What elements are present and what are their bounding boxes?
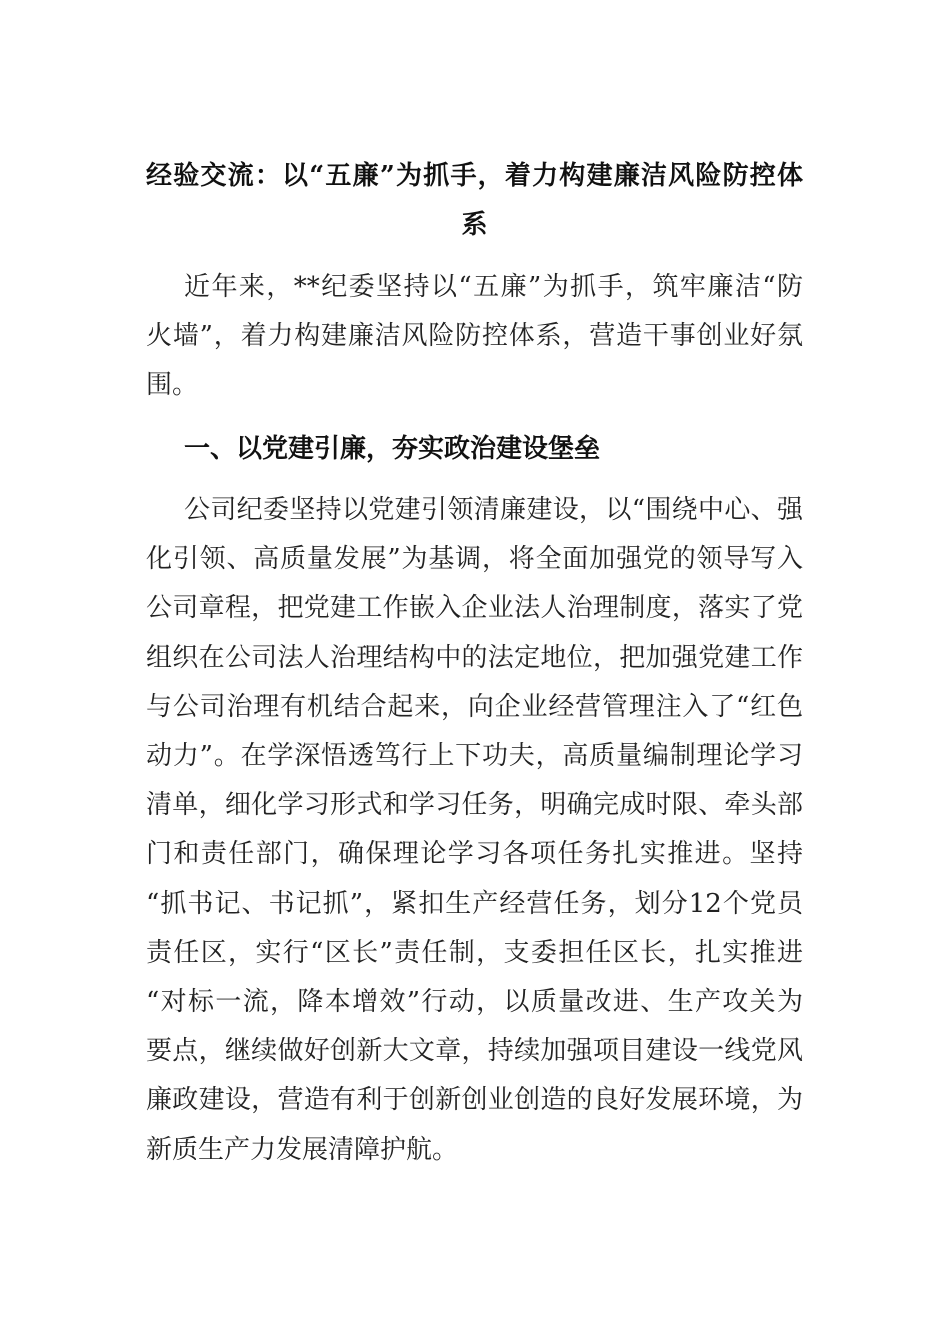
document-title-line-2: 系 bbox=[461, 210, 488, 240]
paragraph-line: 火墙”，着力构建廉洁风险防控体系，营造干事创业好氛 bbox=[146, 321, 803, 351]
paragraph-line: 廉政建设，营造有利于创新创业创造的良好发展环境，为 bbox=[146, 1085, 803, 1116]
paragraph-line: “对标一流，降本增效”行动，以质量改进、生产攻关为 bbox=[146, 987, 803, 1017]
document-title-line-1: 经验交流：以“五廉”为抓手，着力构建廉洁风险防控体 bbox=[146, 161, 803, 191]
paragraph-line: 清单，细化学习形式和学习任务，明确完成时限、牵头部 bbox=[146, 790, 803, 821]
paragraph-line: 与公司治理有机结合起来，向企业经营管理注入了“红色 bbox=[146, 691, 803, 722]
paragraph-line: 公司纪委坚持以党建引领清廉建设，以“围绕中心、强 bbox=[184, 495, 803, 525]
paragraph-line: 责任区，实行“区长”责任制，支委担任区长，扎实推进 bbox=[146, 937, 803, 968]
section-heading: 一、以党建引廉，夯实政治建设堡垒 bbox=[184, 434, 601, 464]
paragraph-line: 公司章程，把党建工作嵌入企业法人治理制度，落实了党 bbox=[146, 593, 803, 624]
paragraph-line: 围。 bbox=[146, 370, 199, 400]
paragraph-line: “抓书记、书记抓”，紧扣生产经营任务，划分12个党员 bbox=[146, 888, 803, 919]
paragraph-line: 新质生产力发展清障护航。 bbox=[146, 1134, 459, 1165]
paragraph-line: 门和责任部门，确保理论学习各项任务扎实推进。坚持 bbox=[146, 839, 803, 870]
paragraph-line: 动力”。在学深悟透笃行上下功夫，高质量编制理论学习 bbox=[146, 741, 803, 771]
paragraph-line: 组织在公司法人治理结构中的法定地位，把加强党建工作 bbox=[146, 642, 803, 673]
paragraph-line: 近年来，**纪委坚持以“五廉”为抓手，筑牢廉洁“防 bbox=[184, 272, 803, 302]
paragraph-line: 化引领、高质量发展”为基调，将全面加强党的领导写入 bbox=[146, 544, 803, 575]
paragraph-line: 要点，继续做好创新大文章，持续加强项目建设一线党风 bbox=[146, 1036, 803, 1067]
